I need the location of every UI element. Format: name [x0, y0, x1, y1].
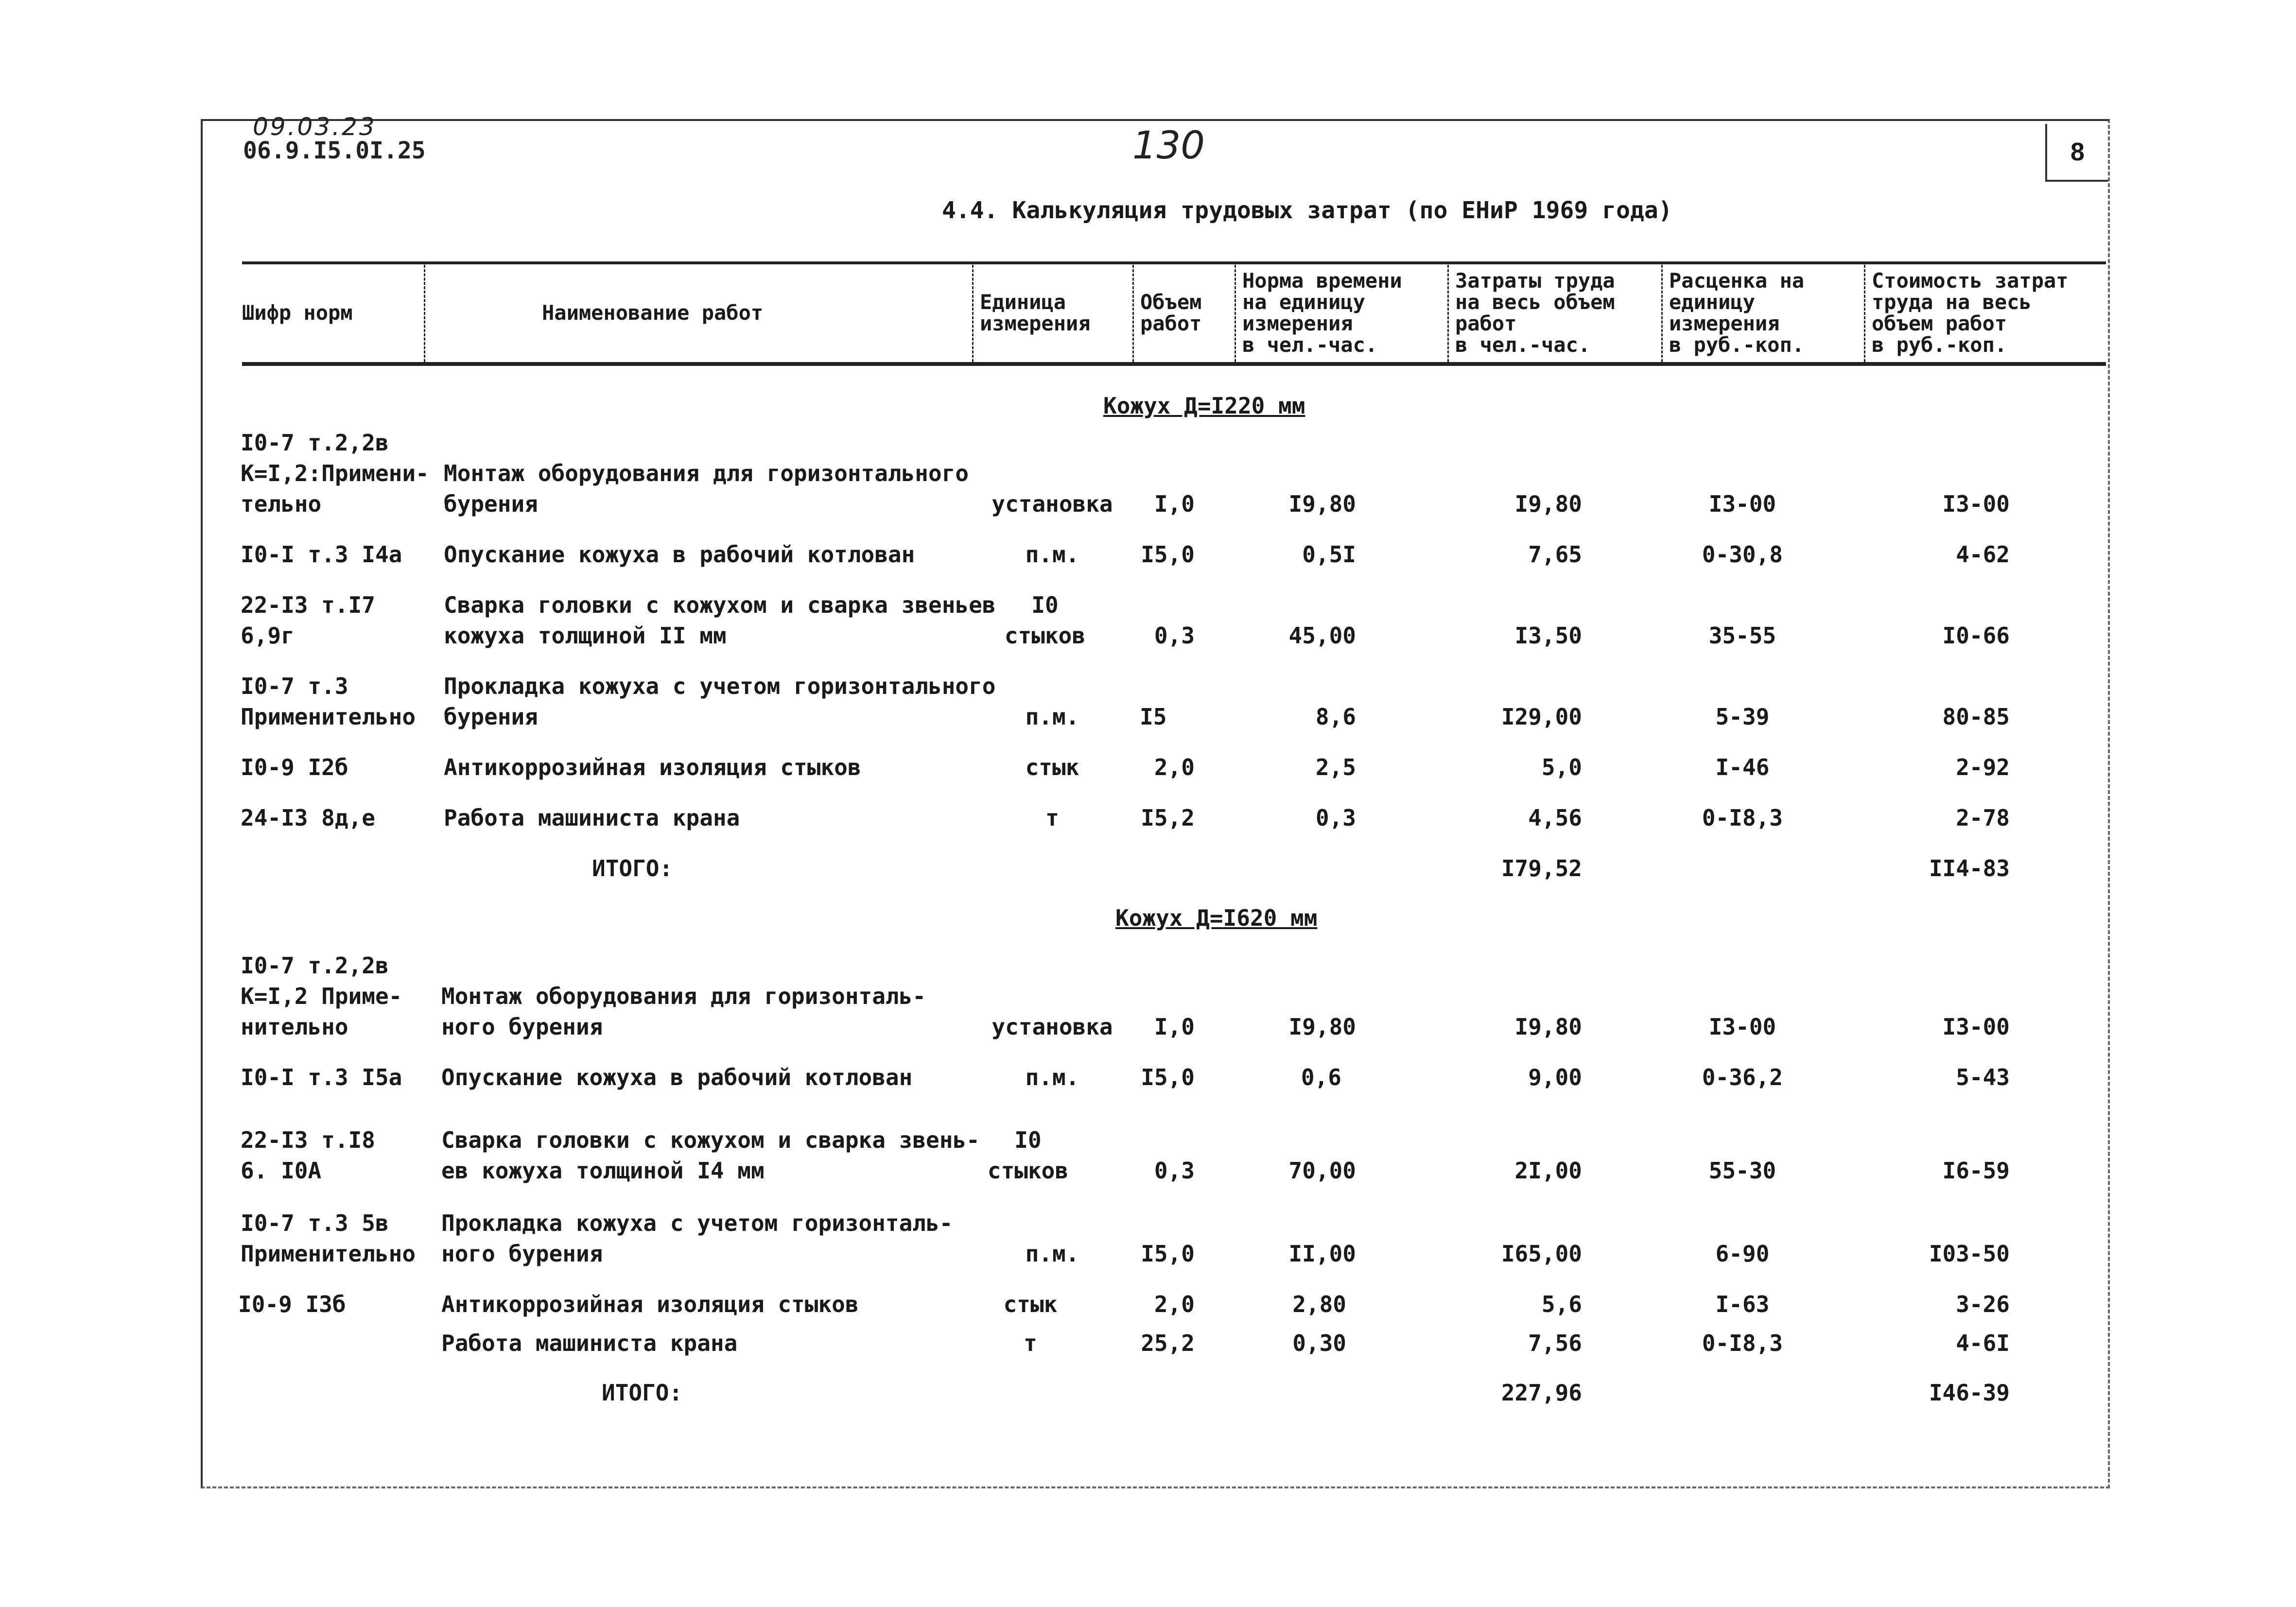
column-divider [1864, 265, 1865, 362]
row-rate: I-46 [1715, 754, 1770, 780]
page-number: 130 [1132, 124, 1205, 168]
row-unit: п.м. [1025, 541, 1079, 568]
total-cost: I46-39 [1929, 1380, 2010, 1406]
row-name: Сварка головки с кожухом и сварка звень- ев кожуха толщиной I4 мм [441, 1127, 980, 1184]
row-unit: т [1045, 805, 1059, 831]
row-cost: 80-85 [1942, 704, 2010, 730]
row-labor: 9,00 [1528, 1064, 1582, 1090]
row-labor: 7,65 [1528, 541, 1582, 568]
row-unit: п.м. [1025, 704, 1079, 730]
row-code: I0-9 I3б [238, 1291, 346, 1317]
row-volume: 0,3 [1154, 622, 1195, 649]
row-rate: 0-I8,3 [1702, 805, 1783, 831]
row-rate: 0-I8,3 [1702, 1330, 1783, 1356]
row-code: I0-I т.3 I4а [241, 541, 402, 568]
row-cost: I6-59 [1942, 1158, 2010, 1184]
row-code: I0-I т.3 I5а [241, 1064, 402, 1090]
row-unit: т [1024, 1330, 1037, 1356]
row-code: 22-I3 т.I7 6,9г [241, 592, 375, 649]
column-header-cost: Стоимость затрат труда на весь объем работ в руб.-коп. [1872, 269, 2069, 357]
row-norm: 2,80 [1292, 1291, 1346, 1317]
row-name: Опускание кожуха в рабочий котлован [444, 541, 915, 568]
row-volume: I5,2 [1141, 805, 1195, 831]
row-name: Прокладка кожуха с учетом горизонталь- ного бурения [441, 1210, 953, 1267]
row-norm: 0,30 [1292, 1330, 1346, 1356]
row-labor: 7,56 [1528, 1330, 1582, 1356]
row-labor: 2I,00 [1514, 1158, 1582, 1184]
row-volume: I5,0 [1141, 1241, 1195, 1267]
column-divider [972, 265, 974, 362]
row-unit: стык [1003, 1291, 1058, 1317]
row-name: Антикоррозийная изоляция стыков [444, 754, 861, 780]
row-labor: 4,56 [1528, 805, 1582, 831]
row-volume: 2,0 [1154, 1291, 1195, 1317]
column-header-code: Шифр норм [242, 301, 353, 325]
total-labor: 227,96 [1501, 1380, 1582, 1406]
row-unit: п.м. [1025, 1241, 1079, 1267]
row-norm: 0,5I [1302, 541, 1356, 568]
row-name: Опускание кожуха в рабочий котлован [441, 1064, 913, 1090]
total-label: ИТОГО: [602, 1380, 683, 1406]
row-name: Сварка головки с кожухом и сварка звеньев кожуха толщиной II мм [444, 592, 996, 649]
row-volume: I5,0 [1141, 1064, 1195, 1090]
row-cost: 5-43 [1956, 1064, 2010, 1090]
row-cost: 4-6I [1956, 1330, 2010, 1356]
column-header-norm: Норма времени на единицу измерения в чел.-час. [1242, 269, 1402, 357]
total-label: ИТОГО: [592, 855, 673, 881]
row-cost: I0-66 [1942, 622, 2010, 649]
row-volume: 25,2 [1141, 1330, 1195, 1356]
column-header-name: Наименование работ [542, 301, 764, 325]
row-volume: I5 [1140, 704, 1167, 730]
row-rate: I-63 [1715, 1291, 1770, 1317]
row-name: Монтаж оборудования для горизонтального бурения [444, 460, 969, 517]
row-unit: установка [991, 1014, 1113, 1040]
sheet-number-box [2045, 124, 2108, 182]
row-name: Работа машиниста крана [444, 805, 740, 831]
row-cost: I3-00 [1942, 1014, 2010, 1040]
row-norm: 2,5 [1315, 754, 1356, 780]
column-divider [1661, 265, 1663, 362]
row-volume: I,0 [1154, 491, 1195, 517]
column-header-unit: Единица измерения [980, 290, 1091, 335]
row-labor: I3,50 [1514, 622, 1582, 649]
row-cost: 4-62 [1956, 541, 2010, 568]
row-norm: 45,00 [1288, 622, 1356, 649]
row-unit: I0 стыков [987, 1127, 1069, 1184]
row-volume: 2,0 [1154, 754, 1195, 780]
section-title: Кожух Д=I620 мм [1115, 905, 1318, 931]
row-labor: I9,80 [1514, 1014, 1582, 1040]
row-name: Монтаж оборудования для горизонталь- ного бурения [441, 983, 926, 1040]
row-rate: 5-39 [1715, 704, 1770, 730]
row-norm: 0,3 [1315, 805, 1356, 831]
row-rate: 35-55 [1708, 622, 1776, 649]
column-divider [1447, 265, 1449, 362]
row-norm: I9,80 [1288, 1014, 1356, 1040]
column-divider [1132, 265, 1134, 362]
row-rate: I3-00 [1708, 1014, 1776, 1040]
row-norm: 0,6 [1301, 1064, 1341, 1090]
row-labor: I9,80 [1514, 491, 1582, 517]
row-cost: I03-50 [1929, 1241, 2010, 1267]
table-header-top-rule [242, 261, 2106, 264]
row-norm: 8,6 [1315, 704, 1356, 730]
row-unit: установка [991, 491, 1113, 517]
row-rate: I3-00 [1708, 491, 1776, 517]
row-rate: 6-90 [1715, 1241, 1770, 1267]
document-code: 06.9.I5.0I.25 [243, 137, 426, 164]
total-labor: I79,52 [1501, 855, 1582, 881]
row-unit: стык [1025, 754, 1079, 780]
column-divider [424, 265, 425, 362]
column-divider [1235, 265, 1236, 362]
row-cost: 3-26 [1956, 1291, 2010, 1317]
row-name: Антикоррозийная изоляция стыков [441, 1291, 859, 1317]
row-labor: 5,6 [1541, 1291, 1582, 1317]
row-volume: 0,3 [1154, 1158, 1195, 1184]
section-title: Кожух Д=I220 мм [1103, 393, 1305, 419]
row-norm: 70,00 [1288, 1158, 1356, 1184]
sheet-number: 8 [2070, 138, 2085, 166]
column-header-labor: Затраты труда на весь объем работ в чел.-час. [1455, 269, 1615, 357]
row-labor: I65,00 [1501, 1241, 1582, 1267]
row-volume: I5,0 [1141, 541, 1195, 568]
total-cost: II4-83 [1929, 855, 2010, 881]
row-code: I0-9 I2б [241, 754, 348, 780]
row-code: I0-7 т.3 5в Применительно [241, 1210, 416, 1267]
table-header-bottom-rule [242, 362, 2106, 366]
row-unit: п.м. [1025, 1064, 1079, 1090]
row-norm: II,00 [1288, 1241, 1356, 1267]
row-labor: 5,0 [1541, 754, 1582, 780]
row-cost: 2-92 [1956, 754, 2010, 780]
row-code: I0-7 т.3 Применительно [241, 673, 416, 730]
row-volume: I,0 [1154, 1014, 1195, 1040]
row-code: 24-I3 8д,е [241, 805, 375, 831]
row-rate: 0-30,8 [1702, 541, 1783, 568]
document-title: 4.4. Калькуляция трудовых затрат (по ЕНиР 1969 года) [942, 197, 1672, 224]
column-header-rate: Расценка на единицу измерения в руб.-коп. [1669, 269, 1805, 357]
row-name: Прокладка кожуха с учетом горизонтального бурения [444, 673, 996, 730]
row-code: I0-7 т.2,2в К=I,2 Приме- нительно [241, 952, 402, 1040]
header-date: 09.03.23 [253, 113, 377, 141]
row-cost: 2-78 [1956, 805, 2010, 831]
row-unit: I0 стыков [1004, 592, 1086, 649]
row-code: 22-I3 т.I8 6. I0А [241, 1127, 375, 1184]
row-rate: 55-30 [1708, 1158, 1776, 1184]
row-norm: I9,80 [1288, 491, 1356, 517]
row-rate: 0-36,2 [1702, 1064, 1783, 1090]
row-name: Работа машиниста крана [441, 1330, 738, 1356]
row-code: I0-7 т.2,2в К=I,2:Примени- тельно [241, 430, 429, 517]
row-labor: I29,00 [1501, 704, 1582, 730]
row-cost: I3-00 [1942, 491, 2010, 517]
column-header-volume: Объем работ [1140, 290, 1202, 335]
